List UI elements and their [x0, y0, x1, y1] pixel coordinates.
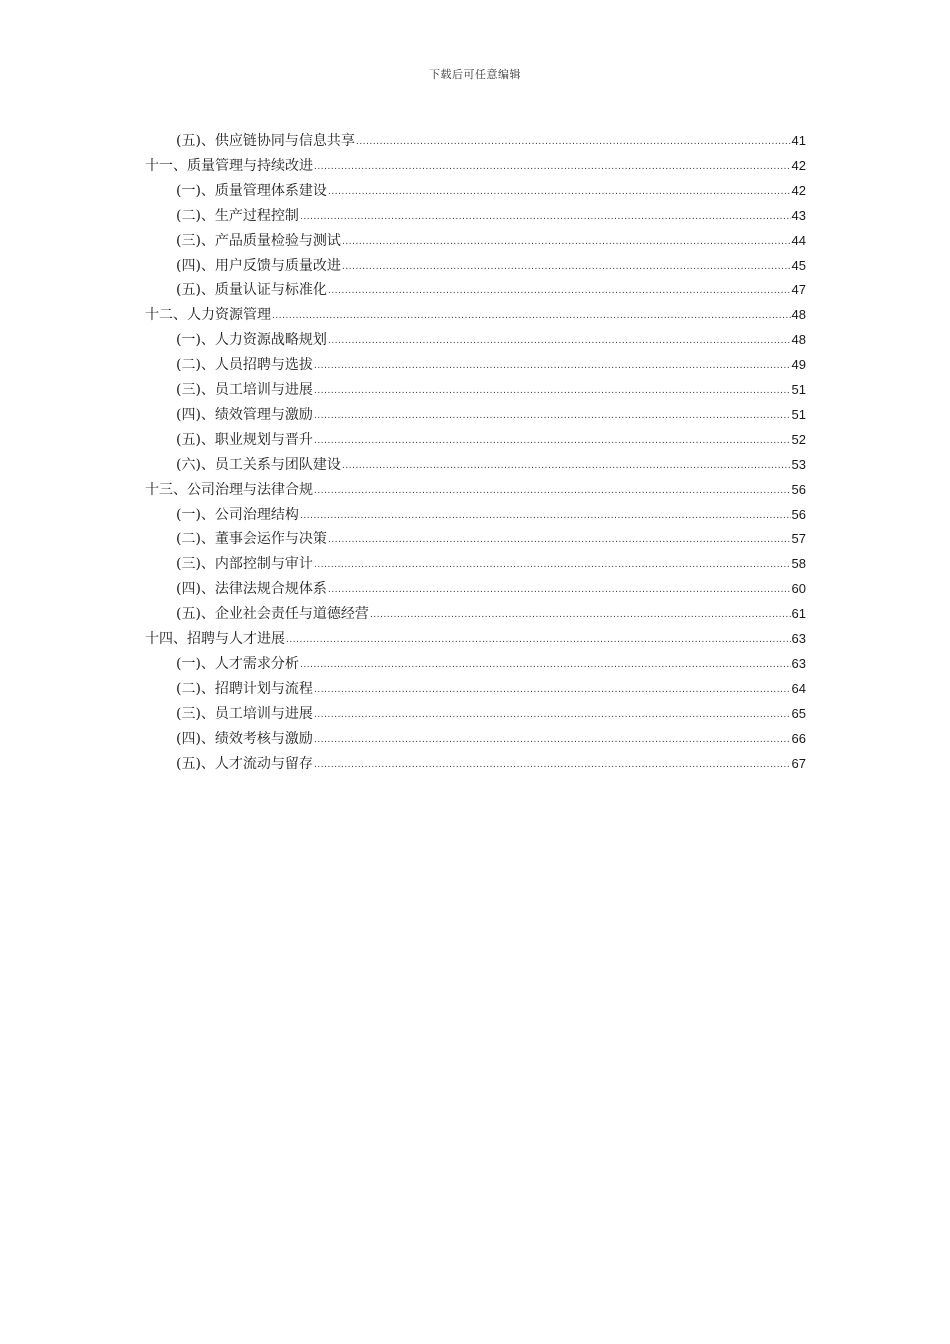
toc-dot-leader [328, 530, 791, 548]
toc-entry[interactable] [176, 499, 806, 524]
toc-entry-page: 49 [791, 357, 806, 373]
toc-dot-leader [342, 257, 791, 275]
toc-dot-leader [314, 555, 791, 573]
toc-entry-page: 60 [791, 581, 806, 597]
toc-dot-leader [328, 182, 791, 200]
toc-entry[interactable] [176, 523, 806, 548]
toc-entry-page: 41 [791, 133, 806, 148]
toc-entry-page: 53 [791, 456, 806, 472]
toc-entry[interactable] [176, 225, 806, 250]
toc-entry-title: (一)、公司治理结构 [176, 506, 299, 523]
toc-dot-leader [314, 356, 791, 374]
toc-entry[interactable] [176, 399, 806, 424]
toc-entry[interactable] [176, 324, 806, 349]
toc-entry-title: (六)、员工关系与团队建设 [176, 456, 341, 473]
toc-entry-title: (二)、人员招聘与选拔 [176, 357, 313, 374]
toc-entry-page: 48 [791, 332, 806, 348]
toc-entry-page: 45 [791, 257, 806, 273]
toc-entry-page: 43 [791, 207, 806, 223]
toc-entry-page: 65 [791, 705, 806, 721]
toc-dot-leader [314, 431, 791, 449]
toc-entry-title: 十三、公司治理与法律合规 [145, 481, 313, 498]
toc-entry[interactable] [145, 623, 806, 648]
toc-entry[interactable] [176, 349, 806, 374]
toc-entry-page: 47 [791, 282, 806, 298]
toc-entry-title: (五)、质量认证与标准化 [176, 282, 327, 299]
toc-entry[interactable] [176, 175, 806, 200]
toc-entry-page: 51 [791, 406, 806, 422]
toc-entry-title: (四)、用户反馈与质量改进 [176, 257, 341, 274]
toc-entry-title: (五)、企业社会责任与道德经营 [176, 606, 369, 623]
toc-entry-title: (三)、员工培训与进展 [176, 382, 313, 398]
toc-entry-title: (三)、产品质量检验与测试 [176, 232, 341, 249]
toc-entry-title: (四)、绩效管理与激励 [176, 406, 313, 423]
toc-entry-title: 十一、质量管理与持续改进 [145, 157, 313, 174]
toc-entry-page: 42 [791, 182, 806, 198]
toc-entry-page: 52 [791, 431, 806, 447]
toc-dot-leader [314, 680, 791, 698]
toc-dot-leader [300, 655, 791, 673]
toc-entry-page: 57 [791, 531, 806, 547]
toc-entry[interactable] [176, 698, 806, 723]
toc-entry-title: (四)、法律法规合规体系 [176, 581, 327, 598]
toc-dot-leader [342, 232, 791, 250]
toc-entry-title: (五)、职业规划与晋升 [176, 431, 313, 448]
toc-dot-leader [314, 481, 791, 499]
toc-entry[interactable] [176, 548, 806, 573]
toc-entry-title: (三)、内部控制与审计 [176, 556, 313, 573]
toc-entry-page: 64 [791, 680, 806, 696]
toc-entry-title: (二)、生产过程控制 [176, 207, 299, 224]
toc-dot-leader [314, 755, 791, 773]
toc-dot-leader [328, 580, 791, 598]
toc-entry-page: 61 [791, 606, 806, 622]
toc-dot-leader [314, 705, 791, 723]
toc-entry[interactable] [176, 449, 806, 474]
toc-entry-title: 十四、招聘与人才进展 [145, 631, 285, 647]
toc-dot-leader [342, 456, 791, 474]
toc-entry[interactable] [176, 648, 806, 673]
toc-entry-page: 63 [791, 631, 806, 646]
toc-entry-title: 十二、人力资源管理 [145, 307, 271, 324]
toc-dot-leader [314, 406, 791, 424]
toc-dot-leader [286, 630, 791, 648]
toc-dot-leader [356, 132, 791, 150]
toc-entry-page: 44 [791, 232, 806, 248]
toc-entry[interactable] [176, 723, 806, 748]
toc-entry-page: 66 [791, 730, 806, 746]
toc-entry-page: 51 [791, 382, 806, 397]
toc-dot-leader [370, 605, 791, 623]
toc-entry-page: 56 [791, 481, 806, 497]
toc-dot-leader [272, 306, 791, 324]
toc-entry[interactable] [176, 424, 806, 449]
toc-entry-title: (五)、供应链协同与信息共享 [176, 133, 355, 149]
toc-entry[interactable] [145, 299, 806, 324]
toc-entry-title: (四)、绩效考核与激励 [176, 730, 313, 747]
toc-entry-title: (一)、人力资源战略规划 [176, 332, 327, 349]
toc-entry[interactable] [145, 150, 806, 175]
toc-dot-leader [328, 331, 791, 349]
toc-dot-leader [300, 207, 791, 225]
toc-entry-title: (二)、董事会运作与决策 [176, 531, 327, 548]
toc-entry[interactable] [176, 374, 806, 399]
toc-entry[interactable] [176, 125, 806, 150]
toc-entry-title: (二)、招聘计划与流程 [176, 680, 313, 697]
toc-entry-title: (一)、质量管理体系建设 [176, 182, 327, 199]
toc-entry-title: (三)、员工培训与进展 [176, 705, 313, 722]
toc-entry[interactable] [145, 474, 806, 499]
toc-dot-leader [314, 730, 791, 748]
toc-dot-leader [328, 281, 791, 299]
toc-entry-title: (五)、人才流动与留存 [176, 755, 313, 772]
toc-entry-title: (一)、人才需求分析 [176, 655, 299, 672]
toc-dot-leader [300, 506, 791, 524]
toc-entry-page: 48 [791, 307, 806, 323]
toc-entry[interactable] [176, 673, 806, 698]
toc-entry[interactable] [176, 200, 806, 225]
toc-entry[interactable] [176, 748, 806, 773]
toc-entry[interactable] [176, 274, 806, 299]
toc-dot-leader [314, 381, 791, 399]
toc-entry[interactable] [176, 598, 806, 623]
toc-entry-page: 58 [791, 556, 806, 572]
toc-entry-page: 56 [791, 506, 806, 522]
page-header: 下载后可任意编辑 [429, 68, 521, 81]
toc-dot-leader [314, 157, 791, 175]
toc-entry[interactable] [176, 250, 806, 275]
toc-entry-page: 63 [791, 655, 806, 671]
toc-entry-page: 67 [791, 755, 806, 771]
toc-entry-page: 42 [791, 157, 806, 173]
toc-entry[interactable] [176, 573, 806, 598]
